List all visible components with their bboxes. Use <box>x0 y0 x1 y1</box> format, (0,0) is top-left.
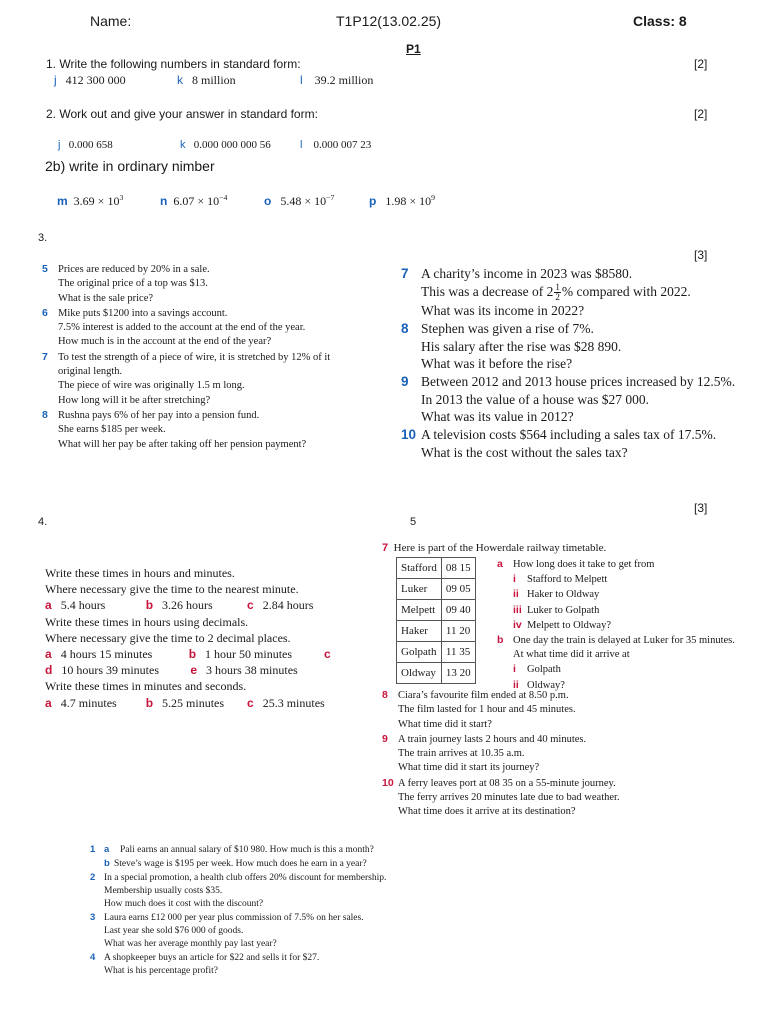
q5-label: 5 <box>410 516 417 528</box>
q3-right-block: 7 A charity’s income in 2023 was $8580. This was a decrease of 2 $\frac{1}{2}$ % compared with 2022. What was its income in 2022? 8 Stephen was given a rise of 7%. His salary after the rise was $28 890. What was it before the rise? 9 Between 2012 and 2013 house prices increased by 12.5%. In 2013 the value of a house was $27 000. What was its value in 2012? 10 A television costs $564 including a sales tax of 17.5%. What is the cost without the sales tax? <box>401 266 736 460</box>
table-row: Stafford 08 15 <box>397 558 476 579</box>
table-row: Haker 11 20 <box>397 621 476 642</box>
q1-item-l: l 39.2 million <box>300 73 374 87</box>
q3-left-q6: 6 Mike puts $1200 into a savings account. <box>42 306 228 319</box>
table-row: Golpath 11 35 <box>397 642 476 663</box>
table-row: Oldway 13 20 <box>397 663 476 684</box>
q4-block: Write these times in hours and minutes. Where necessary give the time to the nearest minute. a 5.4 hours b 3.26 hours c 2.84 hours Write these times in hours using decimals. Where necessary give the time to 2 decimal places. a 4 hours 15 minutes b 1 hour 50 minutes c d 10 hours 39 minutes e 3 hours 38 minutes Write these times in minutes and seconds. a 4.7 minutes b 5.25 minutes c 25.3 minutes <box>45 566 331 710</box>
q5-q8-q10: 8 Ciara’s favourite film ended at 8.50 p.m. The film lasted for 1 hour and 45 minutes. What time did it start? 9 A train journey lasts 2 hours and 40 minutes. The train arrives at 10.35 a.m. What time did it start its journey? 10 A ferry leaves port at 08 35 on a 55-minute journey. The ferry arrives 20 minutes late due to bad weather. What time does it arrive at its destination? <box>382 689 620 818</box>
class-label: Class: 8 <box>633 13 687 29</box>
page-label: P1 <box>406 42 421 56</box>
railway-timetable <box>396 557 476 684</box>
worksheet-code: T1P12(13.02.25) <box>336 13 442 29</box>
table-row: Luker 09 05 <box>397 579 476 600</box>
q3-right-q8: 8 Stephen was given a rise of 7%. <box>401 320 594 336</box>
bottom-questions: 1 a Pali earns an annual salary of $10 980. How much is this a month? b Steve’s wage is $195 per week. How much does he earn in a year? 2 In a special promotion, a health club offers 20% discount for membership. Membership usually costs $35. How much does it cost with the discount? 3 Laura earns £12 000 per year plus commission of 7.5% on her sales. Last year she sold $76 000 of goods. What was her average monthly pay last year? 4 A shopkeeper buys an article for $22 and sells it for $27. What is his percentage profit? <box>90 844 387 976</box>
q2b-heading: 2b) write in ordinary nimber <box>45 158 215 174</box>
q1-item-j: j 412 300 000 <box>54 73 126 87</box>
q1-stem: 1. Write the following numbers in standard form: <box>46 57 301 71</box>
q3-left-q7: 7 To test the strength of a piece of wire, it is stretched by 12% of it <box>42 350 331 363</box>
table-row: Melpett 09 40 <box>397 600 476 621</box>
q5-q7-parts: a How long does it take to get from i Stafford to Melpett ii Haker to Oldway iii Luker to Golpath iv Melpett to Oldway? b One day the train is delayed at Luker for 35 minutes. At what time did it arrive at i Golpath ii Oldway? <box>497 558 735 691</box>
q2-marks: [2] <box>694 107 708 121</box>
q2-item-j: j 0.000 658 <box>58 139 113 151</box>
list-item: 3 Laura earns £12 000 per year plus commission of 7.5% on her sales. <box>90 912 364 923</box>
q3-right-q7: 7 A charity’s income in 2023 was $8580. <box>401 266 633 281</box>
q3-right-q10: 10 A television costs $564 including a sales tax of 17.5%. <box>401 427 717 443</box>
q2b-item-p: p $1.98 \times 10^9$ <box>369 193 436 208</box>
q2-item-l: l 0.000 007 23 <box>300 139 372 151</box>
q5-q7-intro: 7 Here is part of the Howerdale railway timetable. <box>382 542 607 554</box>
q4-row1: a 5.4 hours b 3.26 hours c 2.84 hours <box>45 598 314 613</box>
name-label: Name: <box>90 13 132 29</box>
q1-marks: [2] <box>694 57 708 71</box>
q3-marks: [3] <box>694 248 708 262</box>
q4-row2: a 4 hours 15 minutes b 1 hour 50 minutes c <box>45 647 331 662</box>
q1-item-k: k 8 million <box>177 73 236 87</box>
q3-left-block: 5 Prices are reduced by 20% in a sale. The original price of a top was $13. What is the sale price? 6 Mike puts $1200 into a savings account. 7.5% interest is added to the account at the end of the year. How much is in the account at the end of the year? 7 To test the strength of a piece of wire, it is stretched by 12% of it original length. The piece of wire was originally 1.5 m long. How long will it be after stretching? 8 Rushna pays 6% of her pay into a pension fund. She earns $185 per week. What will her pay be after taking off her pension payment? <box>42 263 331 450</box>
list-item: 1 a Pali earns an annual salary of $10 980. How much is this a month? <box>90 844 374 855</box>
q3-label: 3. <box>38 232 48 244</box>
q4-marks: [3] <box>694 501 708 515</box>
q2-item-k: k 0.000 000 000 56 <box>180 139 271 151</box>
fraction-one-half: $\frac{1}{2}$ <box>555 282 560 303</box>
list-item: 2 In a special promotion, a health club offers 20% discount for membership. <box>90 872 387 883</box>
q4-row4: a 4.7 minutes b 5.25 minutes c 25.3 minutes <box>45 695 325 710</box>
q4-row3: d 10 hours 39 minutes e 3 hours 38 minutes <box>45 663 298 678</box>
q2-stem: 2. Work out and give your answer in standard form: <box>46 107 318 121</box>
list-item: b Steve’s wage is $195 per week. How much does he earn in a year? <box>104 858 367 869</box>
q3-left-q8: 8 Rushna pays 6% of her pay into a pension fund. <box>42 408 260 421</box>
q3-right-q9: 9 Between 2012 and 2013 house prices increased by 12.5%. <box>401 373 736 389</box>
q2b-item-n: n $6.07 \times 10^{-4}$ <box>160 193 228 208</box>
q4-label: 4. <box>38 516 48 528</box>
q2b-item-o: o $5.48 \times 10^{-7}$ <box>264 193 335 208</box>
q2b-item-m: m $3.69 \times 10^3$ <box>57 193 124 208</box>
list-item: 4 A shopkeeper buys an article for $22 and sells it for $27. <box>90 952 320 963</box>
q3-left-q5: 5 Prices are reduced by 20% in a sale. <box>42 263 210 275</box>
